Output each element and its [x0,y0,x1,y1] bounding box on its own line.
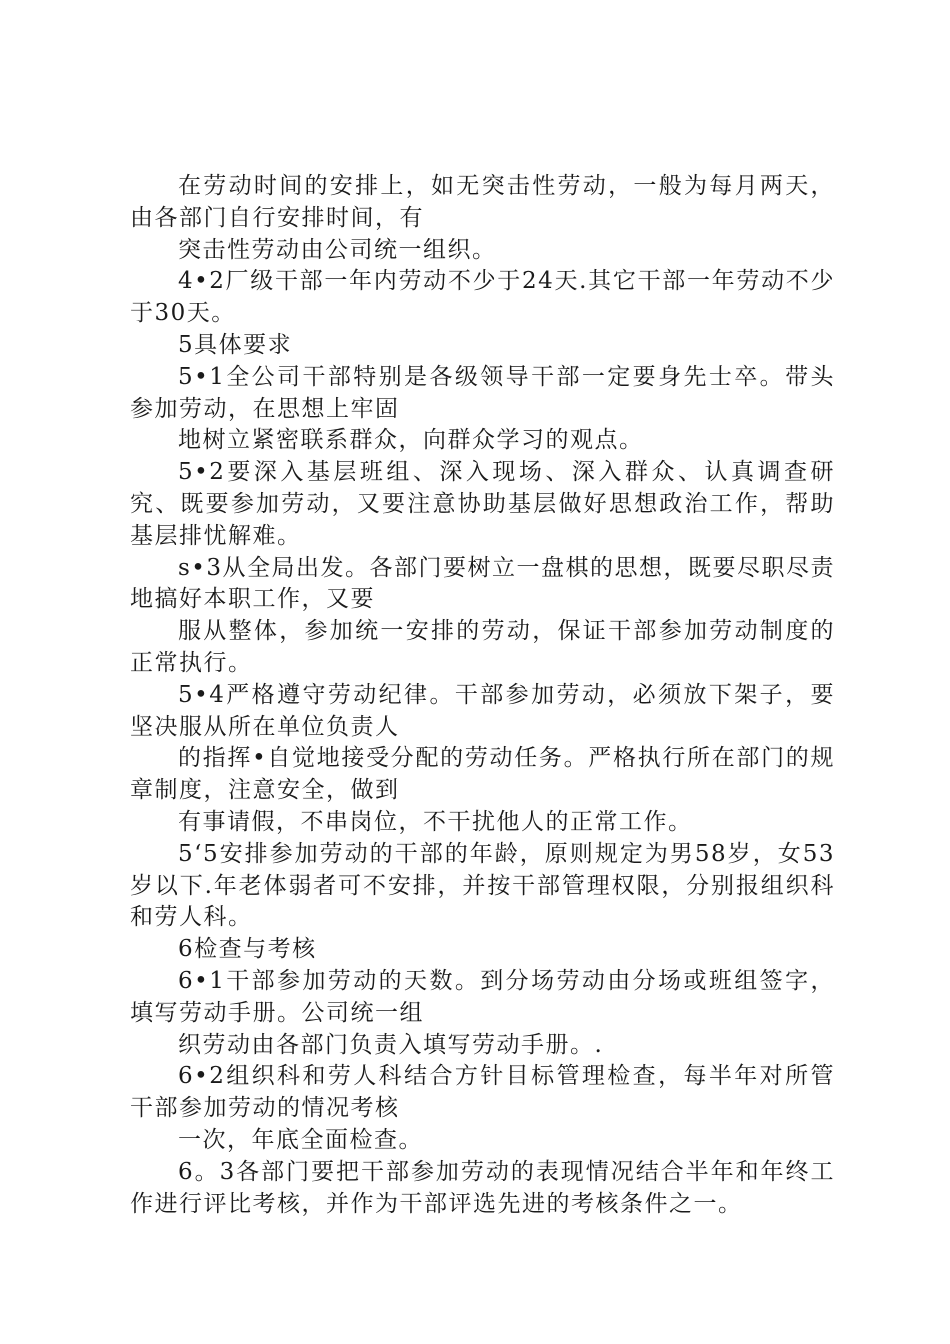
paragraph: 在劳动时间的安排上，如无突击性劳动，一般为每月两天，由各部门自行安排时间，有 [130,173,835,231]
paragraph: 有事请假，不串岗位，不干扰他人的正常工作。 [178,808,693,835]
paragraph: 6•1干部参加劳动的天数。到分场劳动由分场或班组签字，填写劳动手册。公司统一组 [130,967,835,1026]
paragraph: 突击性劳动由公司统一组织。 [178,236,497,263]
paragraph: 6•2组织科和劳人科结合方针目标管理检查，每半年对所管干部参加劳动的情况考核 [130,1063,835,1122]
paragraph: 5•4严格遵守劳动纪律。干部参加劳动，必须放下架子，要坚决服从所在单位负责人 [130,681,835,740]
paragraph: 4•2厂级干部一年内劳动不少于24天.其它干部一年劳动不少于30天。 [130,268,835,327]
paragraph: 服从整体，参加统一安排的劳动，保证干部参加劳动制度的正常执行。 [130,618,835,676]
paragraph: s•3从全局出发。各部门要树立一盘棋的思想，既要尽职尽责地搞好本职工作，又要 [130,554,836,613]
paragraph: 5•1全公司干部特别是各级领导干部一定要身先士卒。带头参加劳动，在思想上牢固 [130,363,835,422]
paragraph: 地树立紧密联系群众，向群众学习的观点。 [178,427,644,454]
paragraph: 5•2要深入基层班组、深入现场、深入群众、认真调查研究、既要参加劳动，又要注意协助基层做好思想政治工作，帮助基层排忧解难。 [130,459,835,549]
paragraph: 一次，年底全面检查。 [178,1126,423,1153]
section-heading: 6检查与考核 [178,936,317,963]
paragraph: 织劳动由各部门负责入填写劳动手册。. [178,1031,604,1058]
paragraph: 的指挥•自觉地接受分配的劳动任务。严格执行所在部门的规章制度，注意安全，做到 [130,745,835,804]
document-body [130,171,835,1220]
section-heading: 5具体要求 [178,331,293,358]
paragraph: 6。3各部门要把干部参加劳动的表现情况结合半年和年终工作进行评比考核，并作为干部评选先进的考核条件之一。 [130,1158,835,1217]
paragraph: 5‘5安排参加劳动的干部的年龄，原则规定为男58岁，女53岁以下.年老体弱者可不安排，并按干部管理权限，分别报组织科和劳人科。 [130,840,835,931]
